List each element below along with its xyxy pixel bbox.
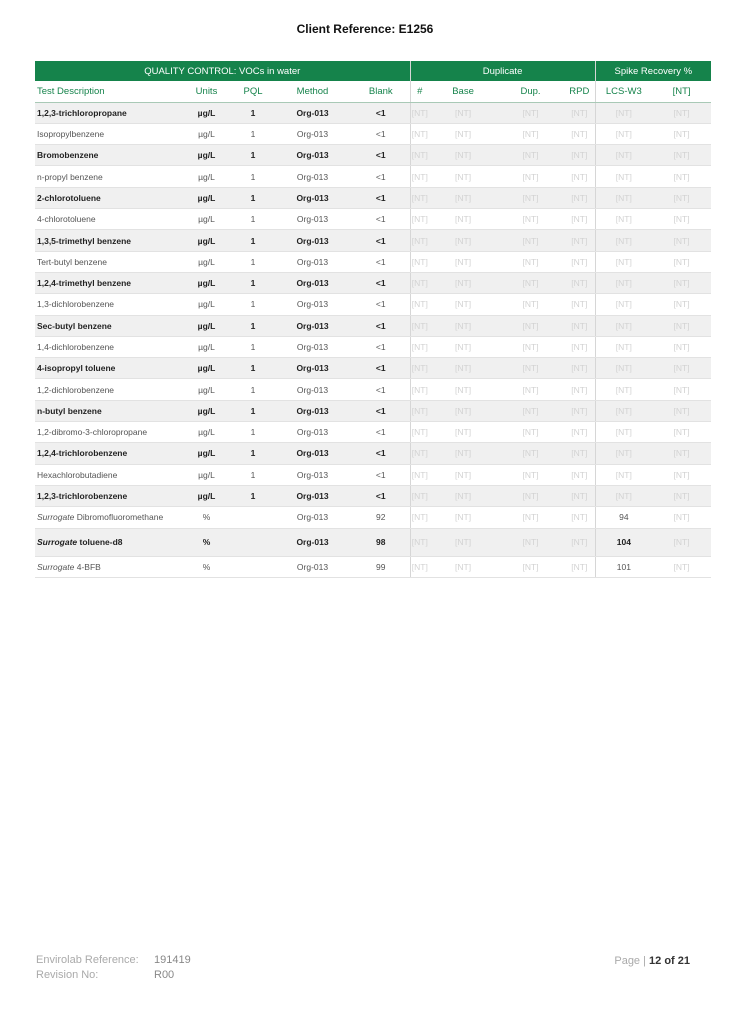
table-row <box>35 123 711 144</box>
cell-nt: [NT] <box>652 485 711 506</box>
cell-base: [NT] <box>429 102 497 123</box>
cell-units: µg/L <box>180 400 233 421</box>
cell-desc: 4-chlorotoluene <box>35 209 180 230</box>
cell-desc: 4-isopropyl toluene <box>35 358 180 379</box>
surrogate-prefix: Surrogate <box>37 561 75 572</box>
cell-blank: <1 <box>352 123 410 144</box>
surrogate-name: toluene-d8 <box>79 537 123 548</box>
cell-desc: 1,2,3-trichlorobenzene <box>35 485 180 506</box>
reference-label: Envirolab Reference: <box>36 954 139 966</box>
cell-units: % <box>180 507 233 528</box>
cell-pql: 1 <box>233 272 273 293</box>
surrogate-name: Dibromofluoromethane <box>76 512 164 523</box>
cell-dup: [NT] <box>497 336 564 357</box>
cell-nt: [NT] <box>652 507 711 528</box>
cell-pql: 1 <box>233 358 273 379</box>
cell-base: [NT] <box>429 443 497 464</box>
cell-desc: 1,2,4-trimethyl benzene <box>35 272 180 293</box>
cell-units: µg/L <box>180 166 233 187</box>
cell-method: Org-013 <box>273 400 352 421</box>
page-title: Client Reference: E1256 <box>296 22 434 36</box>
cell-method: Org-013 <box>273 251 352 272</box>
cell-base: [NT] <box>429 272 497 293</box>
cell-desc: 1,2-dichlorobenzene <box>35 379 180 400</box>
cell-dup: [NT] <box>497 528 564 556</box>
cell-blank: <1 <box>352 102 410 123</box>
cell-method: Org-013 <box>273 485 352 506</box>
cell-pql: 1 <box>233 464 273 485</box>
cell-units: µg/L <box>180 123 233 144</box>
table-row <box>35 230 711 251</box>
cell-rpd: [NT] <box>564 294 595 315</box>
reference-value: 191419 <box>154 954 191 966</box>
cell-desc: 1,3,5-trimethyl benzene <box>35 230 180 251</box>
cell-rpd: [NT] <box>564 464 595 485</box>
cell-units: % <box>180 528 233 556</box>
cell-method: Org-013 <box>273 145 352 166</box>
cell-desc <box>35 507 180 528</box>
cell-units: µg/L <box>180 145 233 166</box>
cell-hash: [NT] <box>410 485 429 506</box>
cell-base: [NT] <box>429 251 497 272</box>
cell-dup: [NT] <box>497 422 564 443</box>
cell-units: µg/L <box>180 358 233 379</box>
cell-method: Org-013 <box>273 528 352 556</box>
cell-lcs: [NT] <box>595 230 652 251</box>
cell-pql: 1 <box>233 294 273 315</box>
cell-blank: <1 <box>352 209 410 230</box>
cell-dup: [NT] <box>497 358 564 379</box>
cell-blank: <1 <box>352 187 410 208</box>
cell-pql: 1 <box>233 400 273 421</box>
table-row <box>35 187 711 208</box>
cell-lcs: [NT] <box>595 187 652 208</box>
cell-lcs: [NT] <box>595 358 652 379</box>
cell-method: Org-013 <box>273 507 352 528</box>
cell-lcs: 104 <box>595 528 652 556</box>
cell-dup: [NT] <box>497 230 564 251</box>
cell-pql: 1 <box>233 102 273 123</box>
cell-desc: Isopropylbenzene <box>35 123 180 144</box>
table-row <box>35 145 711 166</box>
cell-rpd: [NT] <box>564 485 595 506</box>
cell-hash: [NT] <box>410 556 429 577</box>
cell-dup: [NT] <box>497 464 564 485</box>
col-units: Units <box>180 81 233 102</box>
cell-units: µg/L <box>180 272 233 293</box>
table-row <box>35 422 711 443</box>
table-row <box>35 336 711 357</box>
cell-blank: 92 <box>352 507 410 528</box>
qc-table <box>35 61 711 578</box>
cell-rpd: [NT] <box>564 556 595 577</box>
table-row <box>35 272 711 293</box>
cell-units: µg/L <box>180 464 233 485</box>
cell-method: Org-013 <box>273 422 352 443</box>
footer-reference <box>36 953 191 983</box>
cell-hash: [NT] <box>410 443 429 464</box>
cell-rpd: [NT] <box>564 123 595 144</box>
cell-hash: [NT] <box>410 102 429 123</box>
cell-desc <box>35 528 180 556</box>
cell-desc <box>35 556 180 577</box>
cell-base: [NT] <box>429 422 497 443</box>
cell-lcs: [NT] <box>595 485 652 506</box>
cell-lcs: [NT] <box>595 400 652 421</box>
table-row <box>35 102 711 123</box>
table-row <box>35 209 711 230</box>
cell-dup: [NT] <box>497 379 564 400</box>
table-row <box>35 443 711 464</box>
cell-rpd: [NT] <box>564 379 595 400</box>
qc-band-title: QUALITY CONTROL: VOCs in water <box>35 61 410 81</box>
cell-units: µg/L <box>180 294 233 315</box>
table-row <box>35 379 711 400</box>
cell-rpd: [NT] <box>564 528 595 556</box>
cell-pql: 1 <box>233 315 273 336</box>
cell-dup: [NT] <box>497 272 564 293</box>
cell-method: Org-013 <box>273 358 352 379</box>
cell-method: Org-013 <box>273 187 352 208</box>
cell-method: Org-013 <box>273 336 352 357</box>
cell-dup: [NT] <box>497 507 564 528</box>
cell-blank: <1 <box>352 358 410 379</box>
cell-nt: [NT] <box>652 272 711 293</box>
table-row <box>35 464 711 485</box>
cell-blank: <1 <box>352 166 410 187</box>
cell-dup: [NT] <box>497 187 564 208</box>
cell-rpd: [NT] <box>564 251 595 272</box>
cell-nt: [NT] <box>652 123 711 144</box>
cell-blank: 98 <box>352 528 410 556</box>
cell-dup: [NT] <box>497 145 564 166</box>
col-pql: PQL <box>233 81 273 102</box>
cell-blank: <1 <box>352 336 410 357</box>
col-test-description: Test Description <box>35 81 180 102</box>
cell-dup: [NT] <box>497 400 564 421</box>
col-blank: Blank <box>352 81 410 102</box>
cell-units: µg/L <box>180 102 233 123</box>
cell-base: [NT] <box>429 528 497 556</box>
cell-method: Org-013 <box>273 166 352 187</box>
cell-base: [NT] <box>429 294 497 315</box>
cell-rpd: [NT] <box>564 507 595 528</box>
cell-base: [NT] <box>429 336 497 357</box>
cell-units: µg/L <box>180 379 233 400</box>
cell-lcs: [NT] <box>595 251 652 272</box>
col-base: Base <box>429 81 497 102</box>
page-value: 12 of 21 <box>649 955 690 967</box>
cell-lcs: [NT] <box>595 379 652 400</box>
revision-value: R00 <box>154 969 175 981</box>
cell-pql: 1 <box>233 485 273 506</box>
cell-dup: [NT] <box>497 251 564 272</box>
cell-method: Org-013 <box>273 443 352 464</box>
cell-method: Org-013 <box>273 123 352 144</box>
cell-method: Org-013 <box>273 230 352 251</box>
spike-band-title: Spike Recovery % <box>595 61 711 81</box>
cell-rpd: [NT] <box>564 166 595 187</box>
cell-blank: <1 <box>352 145 410 166</box>
surrogate-prefix: Surrogate <box>37 537 78 548</box>
cell-lcs: [NT] <box>595 443 652 464</box>
cell-lcs: [NT] <box>595 102 652 123</box>
cell-rpd: [NT] <box>564 422 595 443</box>
cell-rpd: [NT] <box>564 272 595 293</box>
cell-nt: [NT] <box>652 230 711 251</box>
page-label: Page | <box>614 955 646 967</box>
cell-lcs: [NT] <box>595 315 652 336</box>
table-row <box>35 251 711 272</box>
cell-nt: [NT] <box>652 102 711 123</box>
cell-units: % <box>180 556 233 577</box>
cell-desc: 1,3-dichlorobenzene <box>35 294 180 315</box>
cell-base: [NT] <box>429 485 497 506</box>
cell-pql <box>233 528 273 556</box>
cell-rpd: [NT] <box>564 230 595 251</box>
cell-units: µg/L <box>180 485 233 506</box>
cell-blank: <1 <box>352 485 410 506</box>
revision-label: Revision No: <box>36 969 99 981</box>
cell-hash: [NT] <box>410 123 429 144</box>
cell-desc: n-butyl benzene <box>35 400 180 421</box>
col-rpd: RPD <box>564 81 595 102</box>
cell-desc: Hexachlorobutadiene <box>35 464 180 485</box>
cell-base: [NT] <box>429 166 497 187</box>
cell-blank: <1 <box>352 379 410 400</box>
cell-pql: 1 <box>233 166 273 187</box>
cell-dup: [NT] <box>497 123 564 144</box>
cell-hash: [NT] <box>410 187 429 208</box>
cell-base: [NT] <box>429 315 497 336</box>
cell-blank: <1 <box>352 464 410 485</box>
cell-rpd: [NT] <box>564 209 595 230</box>
cell-hash: [NT] <box>410 464 429 485</box>
cell-rpd: [NT] <box>564 443 595 464</box>
cell-nt: [NT] <box>652 315 711 336</box>
cell-units: µg/L <box>180 336 233 357</box>
cell-lcs: [NT] <box>595 209 652 230</box>
cell-desc: 1,2,4-trichlorobenzene <box>35 443 180 464</box>
cell-nt: [NT] <box>652 556 711 577</box>
cell-hash: [NT] <box>410 379 429 400</box>
cell-lcs: 94 <box>595 507 652 528</box>
cell-pql: 1 <box>233 209 273 230</box>
cell-desc: 2-chlorotoluene <box>35 187 180 208</box>
header-band <box>35 61 711 81</box>
cell-base: [NT] <box>429 556 497 577</box>
cell-nt: [NT] <box>652 251 711 272</box>
cell-nt: [NT] <box>652 294 711 315</box>
cell-blank: <1 <box>352 315 410 336</box>
cell-hash: [NT] <box>410 294 429 315</box>
cell-hash: [NT] <box>410 166 429 187</box>
page-number <box>614 955 690 967</box>
cell-method: Org-013 <box>273 102 352 123</box>
cell-units: µg/L <box>180 251 233 272</box>
cell-lcs: [NT] <box>595 464 652 485</box>
cell-pql <box>233 556 273 577</box>
cell-nt: [NT] <box>652 443 711 464</box>
table-row <box>35 315 711 336</box>
cell-desc: 1,4-dichlorobenzene <box>35 336 180 357</box>
cell-base: [NT] <box>429 187 497 208</box>
cell-lcs: [NT] <box>595 294 652 315</box>
col-lcs-w3: LCS-W3 <box>595 81 652 102</box>
col-nt: [NT] <box>652 81 711 102</box>
cell-nt: [NT] <box>652 422 711 443</box>
cell-nt: [NT] <box>652 464 711 485</box>
cell-nt: [NT] <box>652 209 711 230</box>
cell-units: µg/L <box>180 209 233 230</box>
cell-desc: Sec-butyl benzene <box>35 315 180 336</box>
cell-base: [NT] <box>429 507 497 528</box>
cell-base: [NT] <box>429 379 497 400</box>
cell-units: µg/L <box>180 187 233 208</box>
cell-dup: [NT] <box>497 166 564 187</box>
cell-dup: [NT] <box>497 294 564 315</box>
cell-pql: 1 <box>233 123 273 144</box>
cell-blank: <1 <box>352 251 410 272</box>
cell-nt: [NT] <box>652 528 711 556</box>
cell-blank: <1 <box>352 294 410 315</box>
cell-hash: [NT] <box>410 400 429 421</box>
cell-dup: [NT] <box>497 102 564 123</box>
cell-method: Org-013 <box>273 209 352 230</box>
col-method: Method <box>273 81 352 102</box>
surrogate-name: 4-BFB <box>76 561 101 572</box>
cell-units: µg/L <box>180 443 233 464</box>
col-dup: Dup. <box>497 81 564 102</box>
cell-units: µg/L <box>180 230 233 251</box>
cell-pql: 1 <box>233 145 273 166</box>
column-headers <box>35 81 711 102</box>
cell-blank: <1 <box>352 422 410 443</box>
cell-rpd: [NT] <box>564 315 595 336</box>
cell-base: [NT] <box>429 123 497 144</box>
cell-hash: [NT] <box>410 528 429 556</box>
cell-desc: 1,2,3-trichloropropane <box>35 102 180 123</box>
cell-lcs: [NT] <box>595 166 652 187</box>
cell-pql: 1 <box>233 230 273 251</box>
table-row <box>35 400 711 421</box>
cell-hash: [NT] <box>410 315 429 336</box>
cell-hash: [NT] <box>410 272 429 293</box>
table-row <box>35 528 711 556</box>
cell-dup: [NT] <box>497 485 564 506</box>
cell-dup: [NT] <box>497 443 564 464</box>
cell-base: [NT] <box>429 209 497 230</box>
table-row <box>35 556 711 577</box>
cell-blank: 99 <box>352 556 410 577</box>
cell-rpd: [NT] <box>564 336 595 357</box>
cell-nt: [NT] <box>652 358 711 379</box>
cell-base: [NT] <box>429 358 497 379</box>
cell-base: [NT] <box>429 464 497 485</box>
cell-blank: <1 <box>352 443 410 464</box>
cell-dup: [NT] <box>497 209 564 230</box>
cell-desc: Bromobenzene <box>35 145 180 166</box>
cell-nt: [NT] <box>652 187 711 208</box>
cell-blank: <1 <box>352 272 410 293</box>
cell-method: Org-013 <box>273 272 352 293</box>
cell-blank: <1 <box>352 400 410 421</box>
table-row <box>35 485 711 506</box>
cell-lcs: [NT] <box>595 123 652 144</box>
table-row <box>35 358 711 379</box>
table-row <box>35 294 711 315</box>
surrogate-prefix: Surrogate <box>37 512 75 523</box>
cell-nt: [NT] <box>652 400 711 421</box>
cell-rpd: [NT] <box>564 187 595 208</box>
cell-rpd: [NT] <box>564 358 595 379</box>
cell-lcs: [NT] <box>595 336 652 357</box>
cell-blank: <1 <box>352 230 410 251</box>
cell-hash: [NT] <box>410 358 429 379</box>
cell-rpd: [NT] <box>564 102 595 123</box>
cell-pql <box>233 507 273 528</box>
duplicate-band-title: Duplicate <box>410 61 595 81</box>
cell-desc: Tert-butyl benzene <box>35 251 180 272</box>
cell-hash: [NT] <box>410 230 429 251</box>
cell-desc: 1,2-dibromo-3-chloropropane <box>35 422 180 443</box>
cell-method: Org-013 <box>273 379 352 400</box>
cell-lcs: 101 <box>595 556 652 577</box>
cell-nt: [NT] <box>652 336 711 357</box>
cell-base: [NT] <box>429 145 497 166</box>
cell-nt: [NT] <box>652 379 711 400</box>
cell-hash: [NT] <box>410 145 429 166</box>
cell-hash: [NT] <box>410 422 429 443</box>
cell-method: Org-013 <box>273 464 352 485</box>
cell-pql: 1 <box>233 379 273 400</box>
cell-lcs: [NT] <box>595 145 652 166</box>
table-row <box>35 507 711 528</box>
col-hash: # <box>410 81 429 102</box>
cell-base: [NT] <box>429 400 497 421</box>
cell-rpd: [NT] <box>564 400 595 421</box>
table-row <box>35 166 711 187</box>
cell-pql: 1 <box>233 422 273 443</box>
cell-dup: [NT] <box>497 315 564 336</box>
cell-pql: 1 <box>233 336 273 357</box>
cell-method: Org-013 <box>273 556 352 577</box>
cell-hash: [NT] <box>410 507 429 528</box>
cell-units: µg/L <box>180 422 233 443</box>
cell-base: [NT] <box>429 230 497 251</box>
cell-pql: 1 <box>233 187 273 208</box>
cell-nt: [NT] <box>652 145 711 166</box>
cell-desc: n-propyl benzene <box>35 166 180 187</box>
cell-lcs: [NT] <box>595 272 652 293</box>
cell-nt: [NT] <box>652 166 711 187</box>
cell-pql: 1 <box>233 251 273 272</box>
cell-lcs: [NT] <box>595 422 652 443</box>
cell-rpd: [NT] <box>564 145 595 166</box>
cell-hash: [NT] <box>410 336 429 357</box>
cell-method: Org-013 <box>273 315 352 336</box>
qc-table-body <box>35 102 711 577</box>
cell-pql: 1 <box>233 443 273 464</box>
cell-hash: [NT] <box>410 251 429 272</box>
cell-hash: [NT] <box>410 209 429 230</box>
cell-units: µg/L <box>180 315 233 336</box>
cell-method: Org-013 <box>273 294 352 315</box>
cell-dup: [NT] <box>497 556 564 577</box>
